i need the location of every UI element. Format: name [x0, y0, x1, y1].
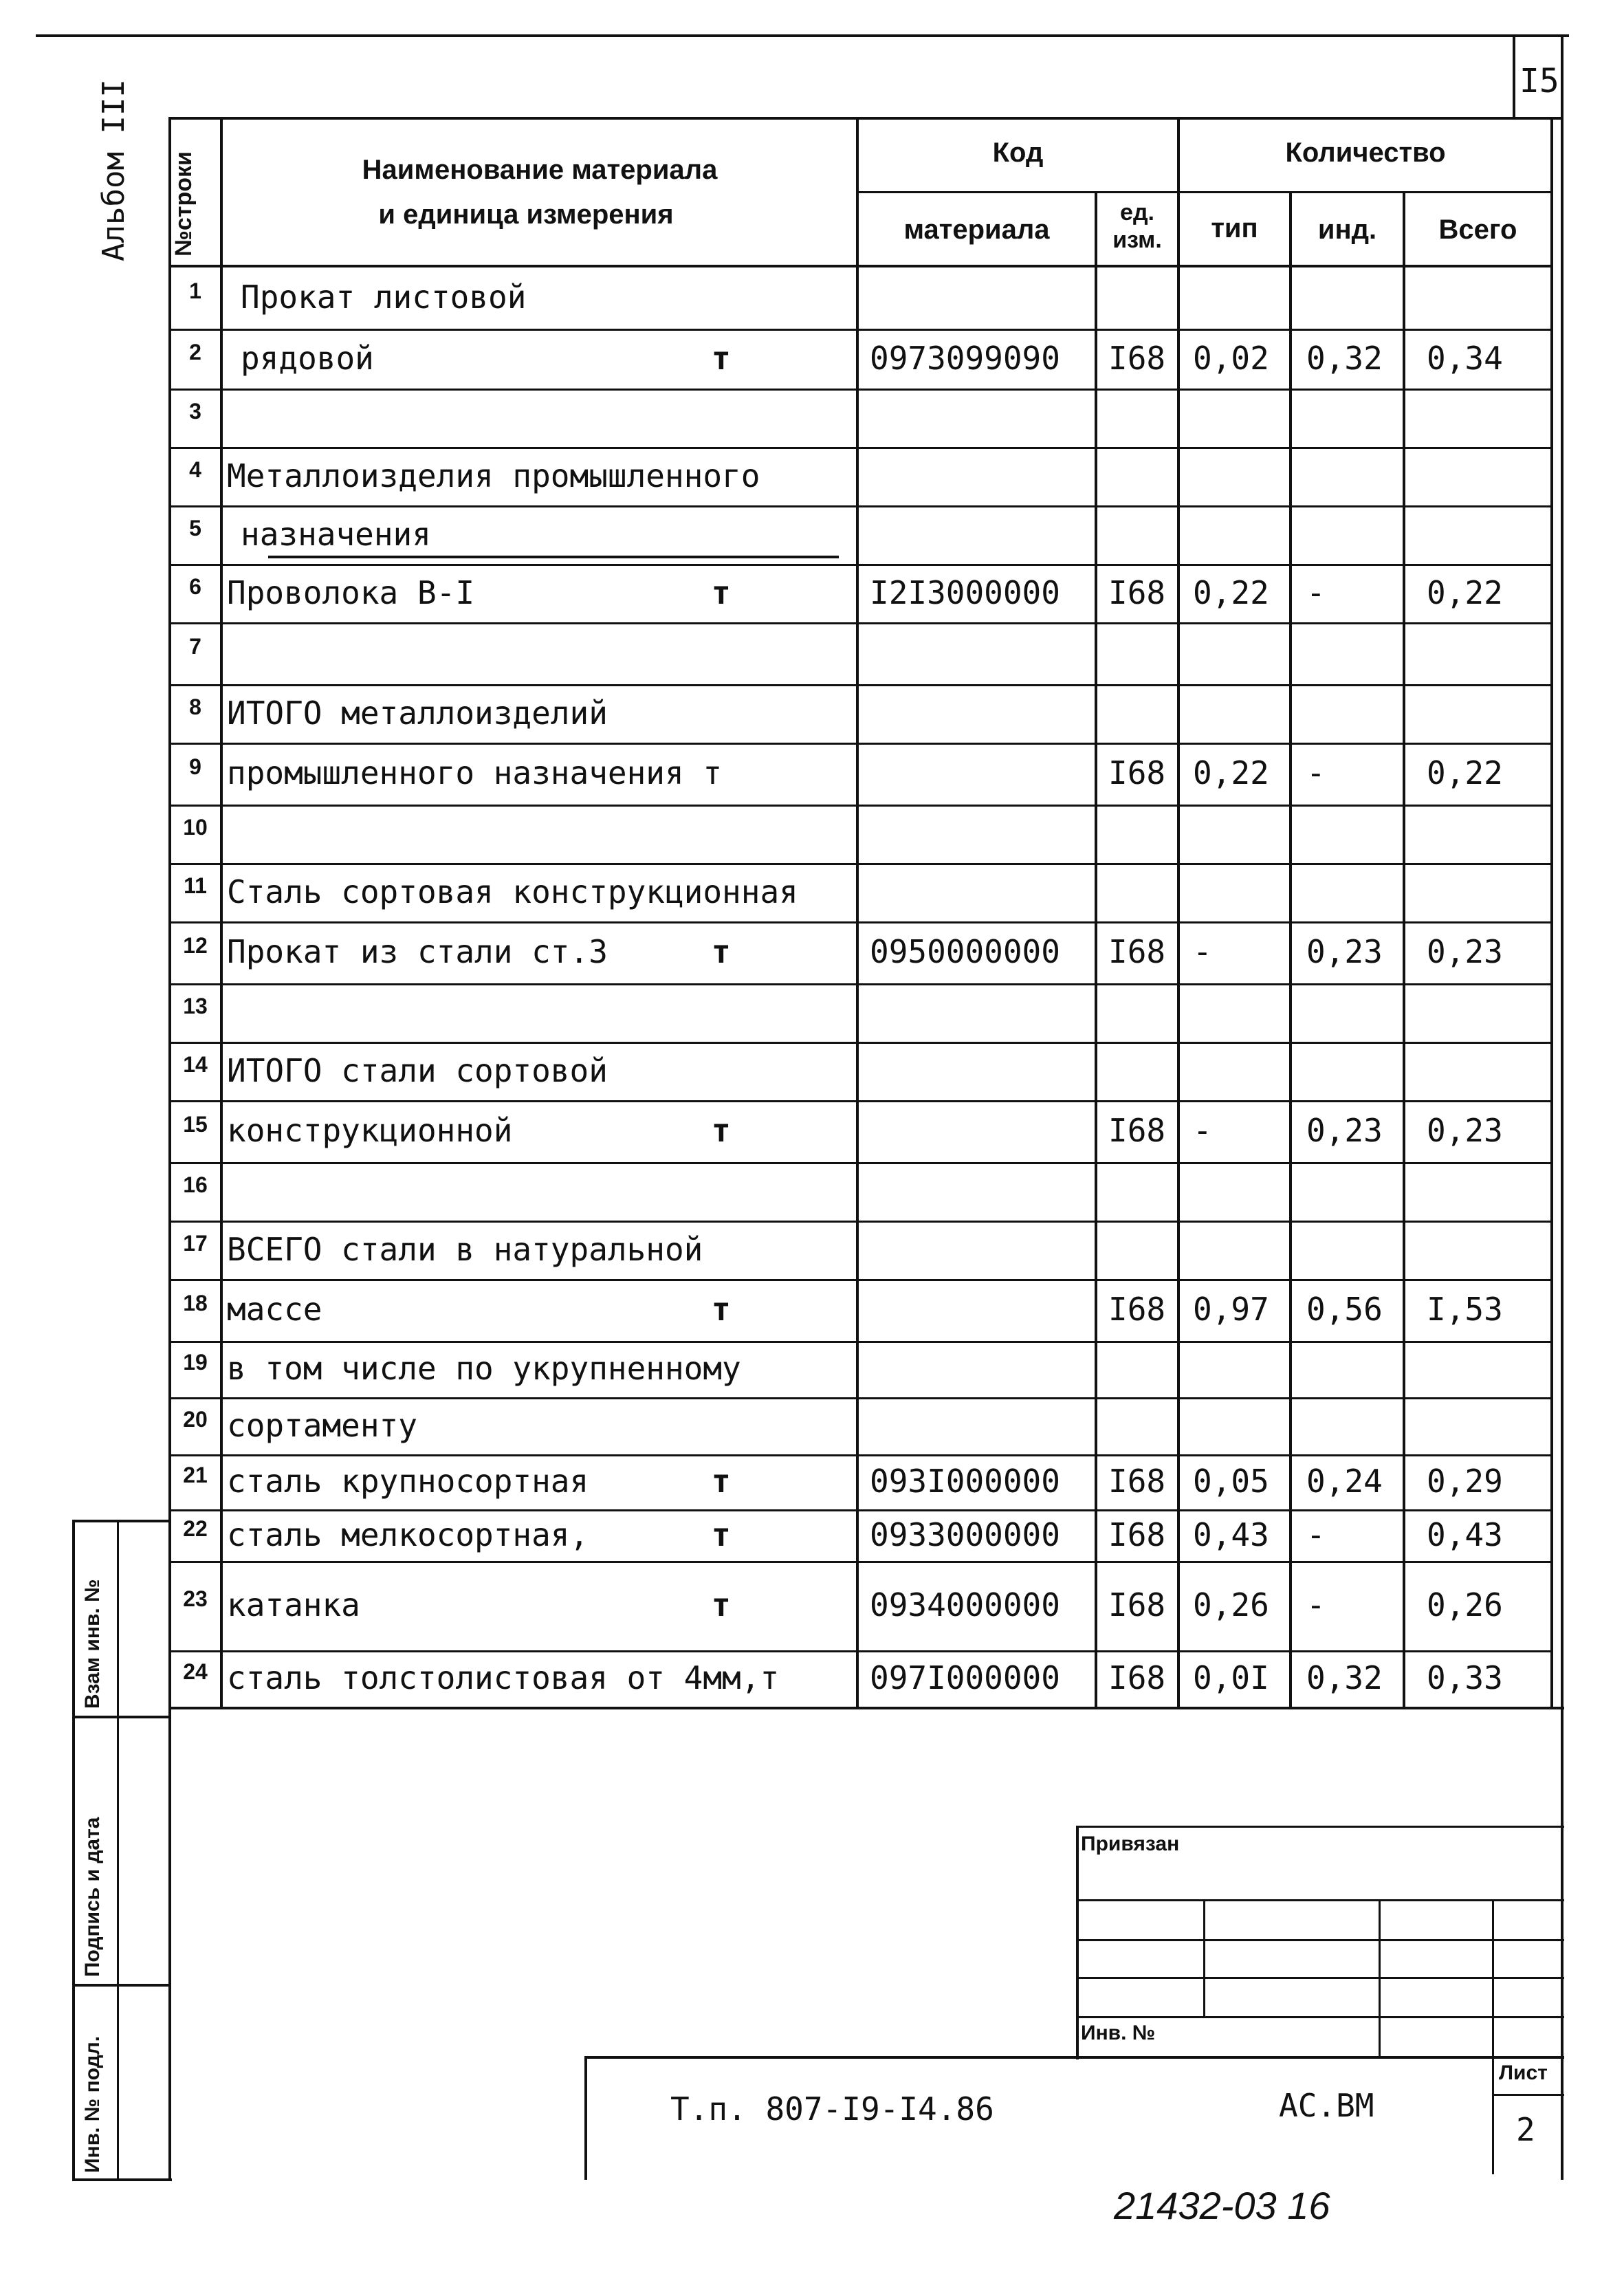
qty-total: 0,33 [1427, 1659, 1503, 1696]
unit-code: I68 [1108, 1291, 1166, 1328]
material-name: ИТОГО стали сортовой [227, 1051, 608, 1089]
material-code: 093I000000 [870, 1463, 1060, 1500]
qty-typ: 0,22 [1193, 573, 1269, 611]
qty-typ: 0,43 [1193, 1516, 1269, 1553]
material-name: ИТОГО металлоизделий [227, 694, 608, 732]
header-total: Всего [1438, 215, 1517, 245]
qty-ind: 0,56 [1306, 1291, 1383, 1328]
qty-total: 0,29 [1427, 1463, 1503, 1500]
qty-typ: 0,05 [1193, 1463, 1269, 1500]
page-number: I5 [1519, 62, 1559, 100]
qty-total: 0,23 [1427, 1112, 1503, 1149]
material-name: конструкционной [227, 1112, 513, 1149]
qty-total: 0,22 [1427, 754, 1503, 791]
qty-total: 0,23 [1427, 933, 1503, 970]
attached-label: Привязан [1081, 1833, 1180, 1855]
header-code: Код [992, 138, 1044, 168]
material-name: Сталь сортовая конструкционная [227, 873, 798, 910]
designation: Т.п. 807-I9-I4.86 [670, 2090, 994, 2128]
row-number: 13 [183, 993, 208, 1018]
qty-typ: 0,26 [1193, 1586, 1269, 1623]
row-number: 23 [183, 1586, 208, 1611]
header-material: материала [903, 215, 1050, 245]
material-name: ВСЕГО стали в натуральной [227, 1230, 703, 1268]
material-name: сталь толстолистовая от 4мм,т [227, 1659, 780, 1696]
unit-code: I68 [1108, 1586, 1166, 1623]
qty-typ: 0,22 [1193, 754, 1269, 791]
row-number: 19 [183, 1350, 208, 1375]
header-row-number: №строки [171, 151, 197, 256]
qty-ind: 0,23 [1306, 1112, 1383, 1149]
header-name-line2: и единица измерения [378, 199, 674, 230]
material-name: катанка [227, 1586, 360, 1623]
row-number: 3 [189, 398, 201, 424]
unit-code: I68 [1108, 1112, 1166, 1149]
qty-total: 0,22 [1427, 573, 1503, 611]
header-quantity: Количество [1285, 138, 1446, 168]
inv-no-label: Инв. № [1081, 2022, 1156, 2044]
unit-code: I68 [1108, 754, 1166, 791]
row-number: 7 [189, 634, 201, 659]
row-number: 21 [183, 1463, 208, 1487]
unit-mark: т [712, 933, 731, 970]
material-name: массе [227, 1291, 322, 1328]
material-name: промышленного назначения т [227, 754, 723, 791]
unit-code: I68 [1108, 339, 1166, 377]
qty-ind: - [1306, 754, 1326, 791]
material-name: сталь мелкосортная, [227, 1516, 589, 1553]
row-number: 15 [183, 1112, 208, 1137]
album-label: Альбом III [96, 79, 131, 261]
material-code: 097I000000 [870, 1659, 1060, 1696]
unit-mark: т [712, 1291, 731, 1328]
row-number: 2 [189, 339, 201, 364]
row-number: 20 [183, 1406, 208, 1432]
qty-typ: 0,02 [1193, 339, 1269, 377]
unit-code: I68 [1108, 1659, 1166, 1696]
row-number: 4 [189, 457, 201, 482]
material-code: 0934000000 [870, 1586, 1060, 1623]
material-name: сортаменту [227, 1406, 417, 1444]
unit-mark: т [712, 339, 731, 377]
qty-ind: 0,32 [1306, 339, 1383, 377]
row-number: 6 [189, 573, 201, 599]
qty-ind: - [1306, 573, 1326, 611]
row-number: 11 [184, 873, 207, 898]
row-number: 1 [189, 278, 201, 303]
qty-ind: 0,32 [1306, 1659, 1383, 1696]
stamp-inv-original: Инв. № подл. [81, 2035, 104, 2173]
header-unit-line1: ед. [1120, 199, 1154, 226]
sheet-label: Лист [1499, 2062, 1548, 2084]
row-number: 5 [189, 515, 201, 540]
qty-ind: - [1306, 1586, 1326, 1623]
material-name: назначения [241, 515, 431, 553]
row-number: 17 [183, 1230, 208, 1256]
material-name: Прокат из стали ст.3 [227, 933, 608, 970]
material-code: 0973099090 [870, 339, 1060, 377]
unit-mark: т [712, 1463, 731, 1500]
unit-code: I68 [1108, 573, 1166, 611]
heading-underline [268, 556, 839, 558]
row-number: 8 [189, 694, 201, 719]
header-ind: инд. [1317, 215, 1377, 245]
qty-total: I,53 [1427, 1291, 1503, 1328]
stamp-inv-replace: Взам инв. № [81, 1579, 104, 1709]
row-number: 9 [189, 754, 201, 779]
unit-mark: т [712, 1516, 731, 1553]
unit-mark: т [712, 1586, 731, 1623]
qty-typ: 0,97 [1193, 1291, 1269, 1328]
material-name: Металлоизделия промышленного [227, 457, 760, 494]
row-number: 12 [183, 933, 208, 958]
header-typ: тип [1211, 213, 1258, 243]
stamp-sign-date: Подпись и дата [81, 1817, 104, 1977]
unit-code: I68 [1108, 1463, 1166, 1500]
unit-code: I68 [1108, 1516, 1166, 1553]
unit-mark: т [712, 1112, 731, 1149]
qty-ind: 0,23 [1306, 933, 1383, 970]
material-code: 0933000000 [870, 1516, 1060, 1553]
sheet-number: 2 [1516, 2111, 1535, 2148]
row-number: 22 [183, 1516, 208, 1541]
header-name-line1: Наименование материала [362, 155, 718, 185]
material-name: в том числе по укрупненному [227, 1350, 741, 1387]
material-name: Прокат листовой [241, 278, 527, 316]
row-number: 10 [183, 814, 208, 840]
material-name: рядовой [241, 339, 374, 377]
qty-total: 0,34 [1427, 339, 1503, 377]
material-name: сталь крупносортная [227, 1463, 589, 1500]
row-number: 18 [183, 1291, 208, 1315]
unit-code: I68 [1108, 933, 1166, 970]
qty-typ: - [1193, 1112, 1212, 1149]
material-code: 0950000000 [870, 933, 1060, 970]
qty-total: 0,26 [1427, 1586, 1503, 1623]
material-name: Проволока В-I [227, 573, 475, 611]
qty-ind: - [1306, 1516, 1326, 1553]
footer-code: 21432-03 16 [1114, 2184, 1330, 2227]
qty-typ: 0,0I [1193, 1659, 1269, 1696]
row-number: 14 [183, 1051, 208, 1077]
row-number: 24 [183, 1659, 208, 1684]
qty-typ: - [1193, 933, 1212, 970]
material-code: I2I3000000 [870, 573, 1060, 611]
header-unit-line2: изм. [1112, 227, 1162, 253]
unit-mark: т [712, 573, 731, 611]
qty-total: 0,43 [1427, 1516, 1503, 1553]
row-number: 16 [183, 1172, 208, 1197]
qty-ind: 0,24 [1306, 1463, 1383, 1500]
section-code: АС.ВМ [1279, 2087, 1374, 2124]
